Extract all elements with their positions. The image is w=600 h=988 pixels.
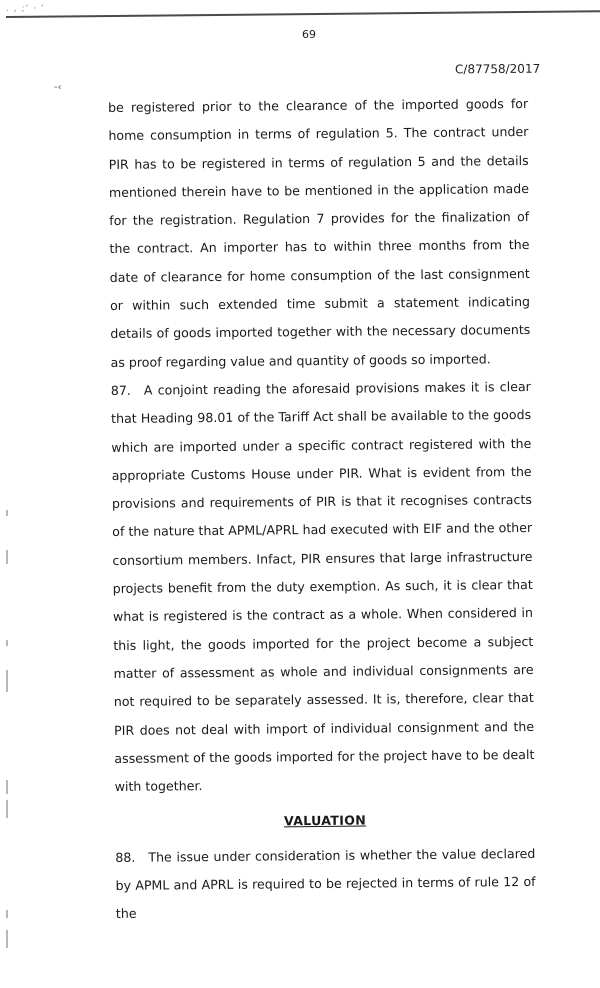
paragraph-number: 88. [115,849,136,865]
margin-scan-specks [6,490,16,960]
scan-artifact: . , ;‘ · ‘ [6,4,45,14]
section-heading: VALUATION [283,812,367,829]
paragraph-number: 87. [110,382,131,398]
paragraph-87 [111,373,535,801]
paragraph-text: be registered prior to the clearance of the imported goods for home consumption in terms of regulation 5. The contract under PIR has to be registered in terms of regulation 5 and the details mentioned therein have to be mentioned in the application made for the registration. Regulation 7 provides for the finalization of the contract. An importer has to within three months from the date of clearance for home consumption of the last consignment or within such extended time submit a statement indicating details of goods imported together with the necessary documents as proof regarding value and quantity of goods so imported. [108,95,531,370]
scan-edge-line [6,10,600,18]
margin-mark-icon: -‹ [54,82,62,93]
paragraph-text: The issue under consideration is whether the value declared by APML and APRL is required to be rejected in terms of rule 12 of the [115,845,536,922]
paragraph-continued [108,90,531,377]
page-number: 69 [302,28,316,41]
case-number: C/87758/2017 [454,61,541,77]
paragraph-88 [115,840,536,929]
paragraph-text: A conjoint reading the aforesaid provisions makes it is clear that Heading 98.01 of the Tariff Act shall be available to the goods which are imported under a specific contract registered with the appropriate Customs House under PIR. What is evident from the provisions and requirements of PIR is that it recognises contracts of the nature that APML/APRL had executed with EIF and the other consortium members. Infact, PIR ensures that large infrastructure projects benefit from the duty exemption. As such, it is clear that what is registered is the contract as a whole. When considered in this light, the goods imported for the project become a subject matter of assessment as whole and individual consignments are not required to be separately assessed. It is, therefore, clear that PIR does not deal with import of individual consignment and the assessment of the goods imported for the project have to be dealt with together. [111,378,535,795]
document-body [108,90,536,929]
